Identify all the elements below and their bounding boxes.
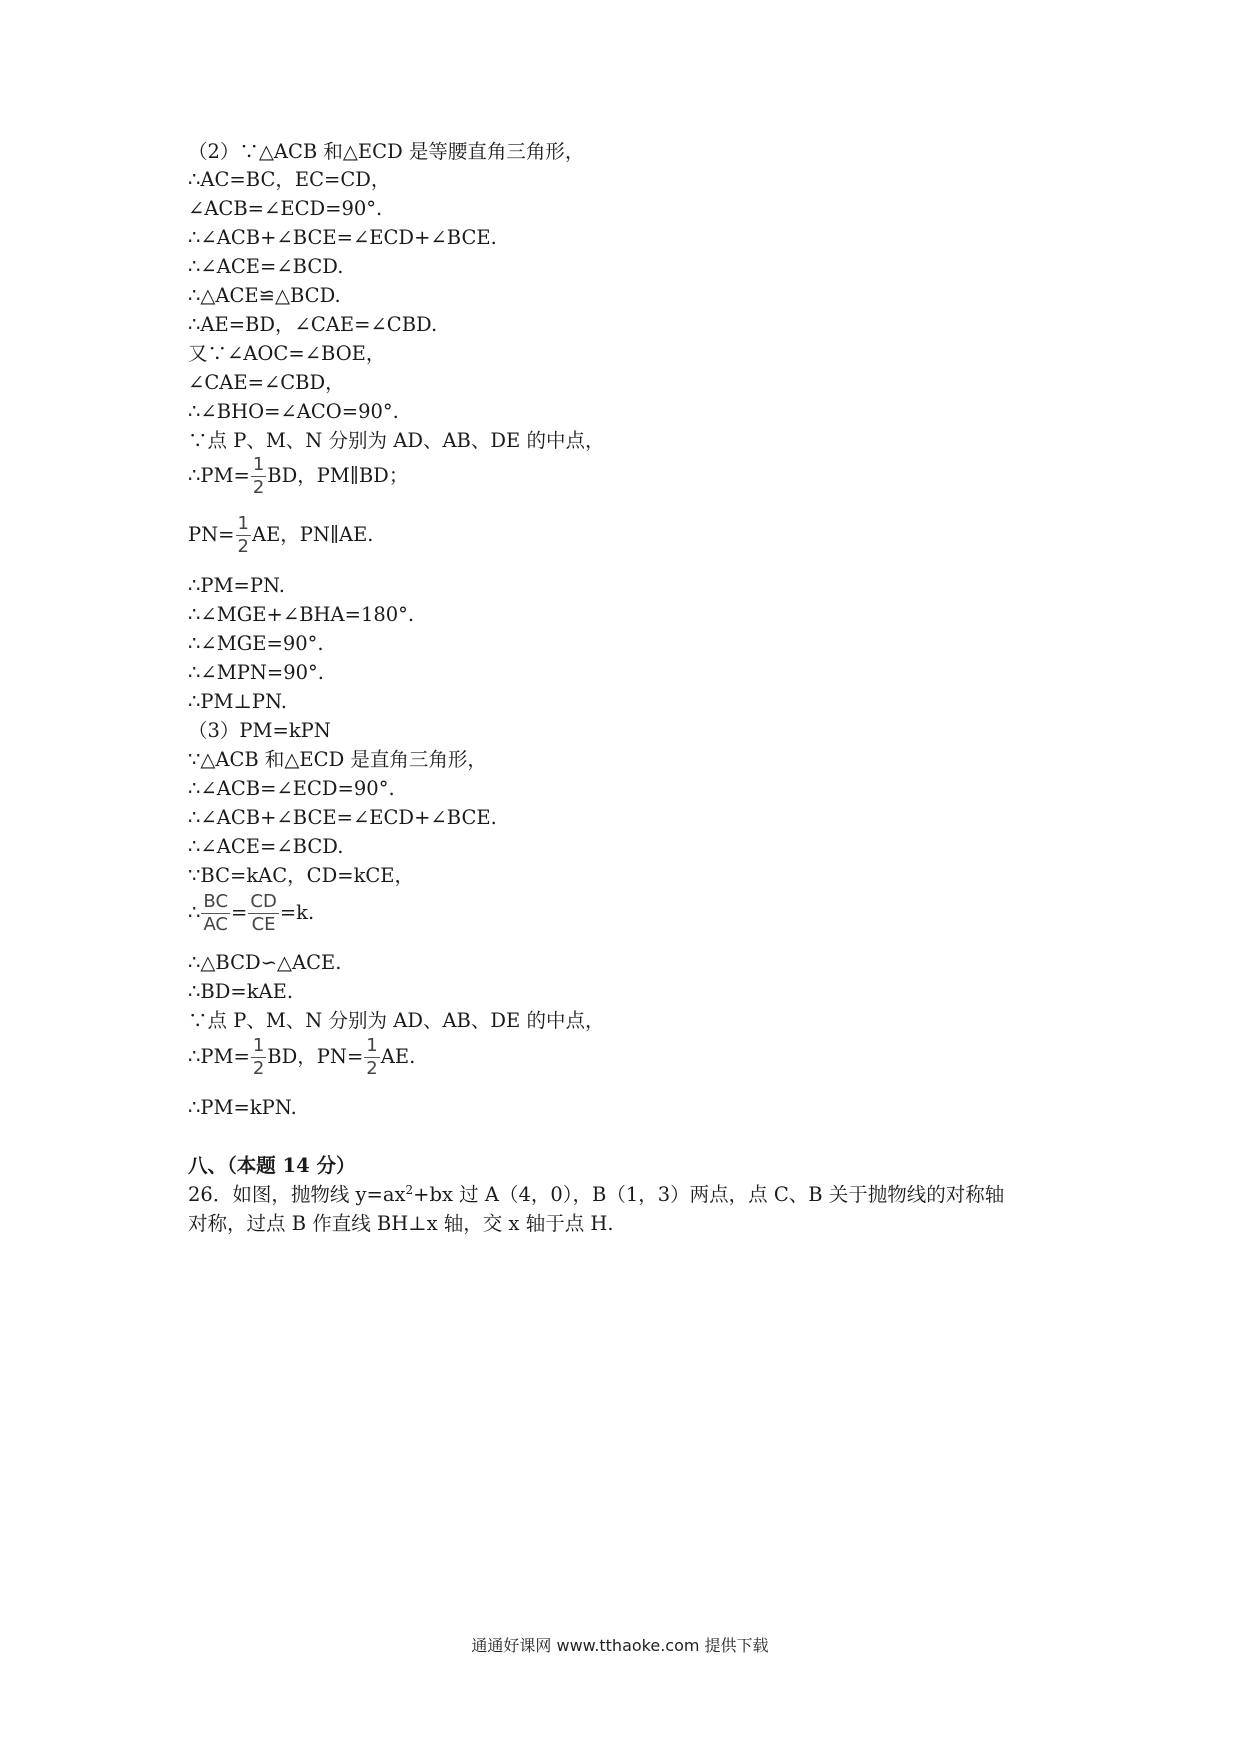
proof-line: （3）PM=kPN xyxy=(188,719,331,742)
problem-line: 对称，过点 B 作直线 BH⊥x 轴，交 x 轴于点 H. xyxy=(188,1212,614,1235)
text-segment: = xyxy=(231,901,248,924)
fraction-one-half xyxy=(364,1037,379,1078)
page-footer: 通通好课网 www.tthaoke.com 提供下载 xyxy=(471,1636,769,1655)
proof-line: ∴AE=BD，∠CAE=∠CBD. xyxy=(188,313,438,336)
fraction-numerator: 1 xyxy=(252,454,265,475)
fraction-denominator: 2 xyxy=(252,1058,265,1079)
text-segment: =k. xyxy=(279,901,315,924)
text-segment: AE. xyxy=(380,1045,416,1068)
proof-line: ∴∠ACE=∠BCD. xyxy=(188,255,344,278)
fraction-numerator: CD xyxy=(250,891,277,912)
fraction-cd-ce xyxy=(248,893,278,934)
proof-line: ∴∠ACE=∠BCD. xyxy=(188,835,344,858)
proof-line: ∴∠BHO=∠ACO=90°. xyxy=(188,400,399,423)
text-segment: BD，PM∥BD； xyxy=(267,464,409,487)
proof-line: ∴△ACE≌△BCD. xyxy=(188,284,341,307)
exponent: 2 xyxy=(405,1183,414,1197)
fraction-denominator: AC xyxy=(203,914,229,935)
proof-line: ∴BD=kAE. xyxy=(188,980,294,1003)
section-heading: 八、（本题 14 分） xyxy=(188,1154,356,1177)
fraction-denominator: 2 xyxy=(366,1058,378,1079)
proof-line: ∴∠ACB=∠ECD=90°. xyxy=(188,777,395,800)
fraction-one-half xyxy=(236,515,251,556)
proof-line: ∴∠MGE+∠BHA=180°. xyxy=(188,603,415,626)
fraction-numerator: BC xyxy=(203,891,229,912)
text-segment: PN= xyxy=(188,523,235,546)
proof-line: ∴△BCD∽△ACE. xyxy=(188,951,342,974)
fraction-line-pn xyxy=(188,515,374,556)
ratio-line xyxy=(188,893,314,934)
proof-line: ∴PM⊥PN. xyxy=(188,690,287,713)
fraction-one-half xyxy=(251,1037,266,1078)
text-segment: BD，PN= xyxy=(267,1045,364,1068)
proof-line: （2）∵△ACB 和△ECD 是等腰直角三角形， xyxy=(188,140,585,163)
proof-line: ∴PM=PN. xyxy=(188,574,285,597)
fraction-denominator: 2 xyxy=(237,536,249,557)
proof-line: ∵点 P、M、N 分别为 AD、AB、DE 的中点， xyxy=(188,429,605,452)
fraction-line-pm-pn xyxy=(188,1037,415,1078)
proof-line: ∵BC=kAC，CD=kCE， xyxy=(188,864,415,887)
proof-line: ∴∠MGE=90°. xyxy=(188,632,324,655)
text-segment: ∴ xyxy=(188,901,201,924)
fraction-denominator: 2 xyxy=(252,477,265,498)
fraction-line-pm xyxy=(188,456,408,497)
proof-line: ∠CAE=∠CBD， xyxy=(188,371,345,394)
proof-line: ∵△ACB 和△ECD 是直角三角形， xyxy=(188,748,487,771)
text-segment: 26．如图，抛物线 y=ax xyxy=(188,1183,406,1206)
text-segment: ∴PM= xyxy=(188,1045,250,1068)
text-segment: ∴PM= xyxy=(188,464,250,487)
fraction-numerator: 1 xyxy=(252,1035,265,1056)
proof-line: ∠ACB=∠ECD=90°. xyxy=(188,197,383,220)
fraction-one-half xyxy=(251,456,266,497)
fraction-numerator: 1 xyxy=(366,1035,378,1056)
fraction-denominator: CE xyxy=(251,914,276,935)
proof-line: 又∵∠AOC=∠BOE， xyxy=(188,342,386,365)
proof-line: ∴AC=BC，EC=CD， xyxy=(188,168,391,191)
fraction-numerator: 1 xyxy=(237,513,249,534)
problem-line xyxy=(188,1183,1004,1207)
text-segment: AE，PN∥AE. xyxy=(251,523,374,546)
proof-line: ∴PM=kPN. xyxy=(188,1096,297,1119)
fraction-bc-ac xyxy=(201,893,230,934)
proof-line: ∴∠MPN=90°. xyxy=(188,661,324,684)
proof-line: ∴∠ACB+∠BCE=∠ECD+∠BCE. xyxy=(188,226,497,249)
proof-line: ∴∠ACB+∠BCE=∠ECD+∠BCE. xyxy=(188,806,497,829)
text-segment: +bx 过 A（4，0），B（1，3）两点，点 C、B 关于抛物线的对称轴 xyxy=(413,1183,1005,1206)
proof-line: ∵点 P、M、N 分别为 AD、AB、DE 的中点， xyxy=(188,1009,605,1032)
